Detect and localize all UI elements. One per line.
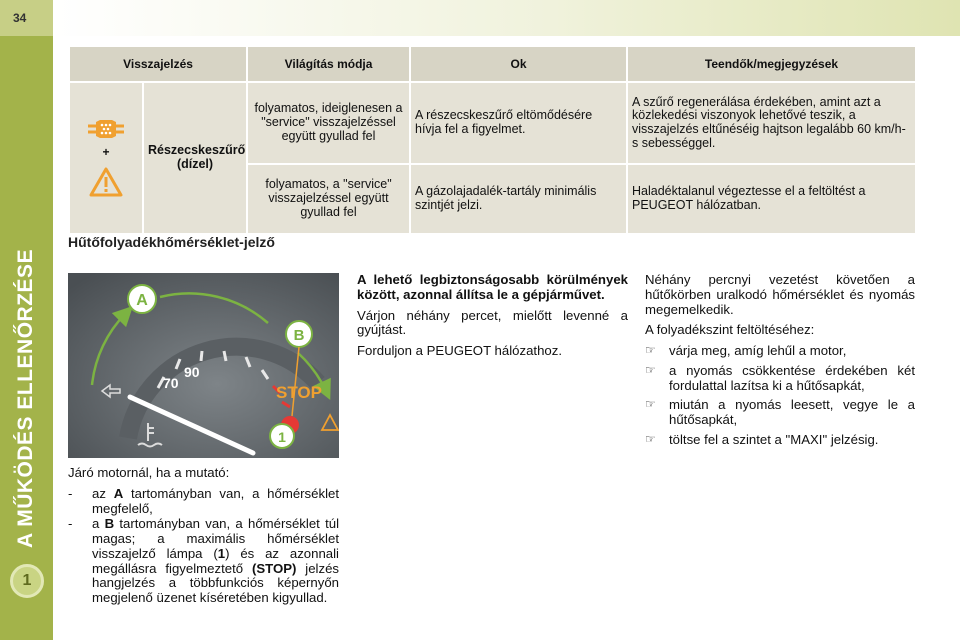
coolant-gauge-illustration: [68, 273, 339, 458]
indicator-icons-cell: [69, 82, 143, 234]
middle-column: [357, 273, 628, 365]
warning-table: [68, 45, 917, 235]
warning-triangle-icon: [88, 166, 124, 198]
row1-lighting: folyamatos, ideiglenesen a "service" visszajelzéssel együtt gyullad fel: [247, 82, 410, 164]
list-item: ☞ várja meg, amíg lehűl a motor,: [645, 343, 847, 359]
header-indicator: Visszajelzés: [69, 46, 247, 82]
callout-b: B: [293, 327, 305, 344]
chapter-badge: [10, 564, 44, 598]
safety-warning: A lehető legbiztonságosabb körülmények között, azonnal állítsa le a gépjárművet.: [357, 272, 628, 302]
right-column: [645, 273, 915, 453]
page-number: 34: [13, 11, 27, 25]
section-title: Hűtőfolyadékhőmérséklet-jelző: [68, 234, 275, 250]
mid-paragraph-1: Várjon néhány percet, mielőtt levenné a gyújtást.: [357, 307, 628, 338]
list-item: ☞ töltse fel a szintet a "MAXI" jelzésig.: [645, 432, 879, 448]
list-item: - a B tartományban van, a hőmérséklet túl magas; a maximális hőmérséklet visszajelző lámpa (1) és az azonnali megállásra figyelmeztető (STOP) jelzés hangjelzés a többfunkciós képernyőn megjelenő üzenet kíséretében kigyullad.: [68, 516, 339, 606]
particle-filter-icon: [86, 118, 126, 140]
page-number-box: [0, 0, 53, 36]
tick-90-label: 90: [184, 364, 200, 380]
header-lighting: Világítás módja: [247, 46, 410, 82]
row2-lighting: folyamatos, a "service" visszajelzéssel együtt gyullad fel: [247, 164, 410, 234]
mid-paragraph-2: Forduljon a PEUGEOT hálózathoz.: [357, 343, 562, 359]
chapter-badge-number: 1: [22, 572, 32, 589]
table-header-row: [69, 46, 916, 82]
row1-cause: A részecskeszűrő eltömődésére hívja fel a figyelmet.: [410, 82, 627, 164]
indicator-name: Részecskeszűrő (dízel): [143, 82, 247, 234]
pointing-hand-icon: ☞: [645, 432, 656, 447]
row2-action: Haladéktalanul végeztesse el a feltöltést a PEUGEOT hálózatban.: [627, 164, 916, 234]
top-decorative-band: [53, 0, 960, 36]
table-row: [69, 82, 916, 164]
callout-a: A: [136, 292, 148, 309]
right-paragraph-2: A folyadékszint feltöltéséhez:: [645, 322, 815, 338]
pointing-hand-icon: ☞: [645, 397, 656, 412]
row2-cause: A gázolajadalék-tartály minimális szintjét jelzi.: [410, 164, 627, 234]
tick-70-label: 70: [163, 375, 179, 391]
plus-sign: +: [102, 145, 110, 160]
list-item: ☞ a nyomás csökkentése érdekében két fordulattal lazítsa ki a hűtősapkát,: [645, 362, 915, 393]
pointing-hand-icon: ☞: [645, 362, 656, 377]
list-item: - az A tartományban van, a hőmérséklet megfelelő,: [68, 485, 339, 516]
list-item: ☞ miután a nyomás leesett, vegye le a hűtősapkát,: [645, 397, 915, 428]
callout-1: 1: [278, 429, 286, 445]
right-paragraph-1: Néhány percnyi vezetést követően a hűtőkörben uralkodó hőmérséklet és nyomás megemelkedik.: [645, 272, 915, 317]
stop-label: STOP: [276, 383, 322, 402]
header-cause: Ok: [410, 46, 627, 82]
row1-action: A szűrő regenerálása érdekében, amint azt a közlekedési viszonyok lehetővé teszik, a visszajelzés eltűnéséig hajtson legalább 60 km/h-s sebességgel.: [627, 82, 916, 164]
left-column: [68, 466, 339, 607]
pointing-hand-icon: ☞: [645, 343, 656, 358]
left-intro: Járó motornál, ha a mutató:: [68, 465, 230, 480]
header-action: Teendők/megjegyzések: [627, 46, 916, 82]
chapter-title: A MŰKÖDÉS ELLENŐRZÉSE: [14, 248, 37, 548]
